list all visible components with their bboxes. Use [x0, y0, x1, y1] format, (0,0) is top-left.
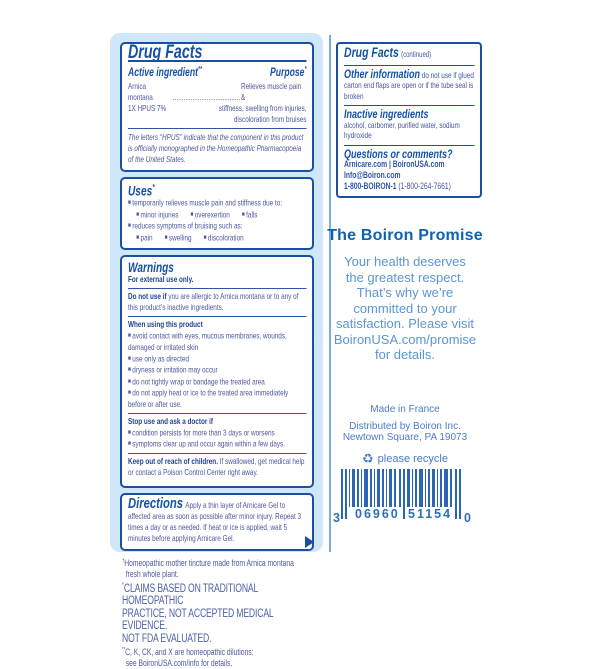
purpose-text-2: stiffness, swelling from injuries, — [218, 102, 307, 113]
upc-barcode — [333, 469, 473, 535]
warnings-box — [120, 255, 314, 488]
ingredient-strength: 1X HPUS 7% — [128, 102, 167, 113]
warning-bullet: ■ symptoms clear up and occur again within a few days. — [128, 438, 307, 450]
uses-bullet: ■ reduces symptoms of bruising such as: — [128, 220, 307, 232]
when-using-section — [128, 317, 307, 414]
phone-line: 1-800-BOIRON-1 (1-800-264-7661) — [344, 181, 451, 191]
boiron-promise-body — [326, 254, 484, 363]
footnote-claims-cont: NOT FDA EVALUATED. — [122, 632, 212, 645]
recycle-text: please recycle — [377, 452, 448, 465]
active-ingredient-box — [120, 42, 314, 172]
other-information-title: Other information — [344, 66, 421, 81]
stop-use-label: Stop use and ask a doctor if — [128, 415, 214, 426]
ingredient-purpose-header — [128, 64, 307, 79]
uses-box — [120, 177, 314, 251]
email-line: Info@Boiron.com — [344, 170, 401, 180]
recycle-icon: ♻ — [362, 450, 374, 466]
boiron-promise — [326, 227, 484, 363]
continued-header-section — [344, 44, 475, 66]
warning-bullet: ■ condition persists for more than 3 days or worsens — [128, 427, 307, 439]
keep-out-section — [128, 454, 307, 481]
recycle-row — [326, 450, 484, 466]
drug-facts-continued-box — [336, 42, 482, 198]
when-using-label: When using this product — [128, 319, 203, 330]
promise-line: BoironUSA.com/promise — [333, 331, 477, 347]
external-use-note: For external use only. — [128, 274, 194, 285]
uses-bullet: ■ temporarily relieves muscle pain and stiffness due to: — [128, 197, 307, 209]
active-ingredient-header: Active ingredient** — [128, 66, 203, 79]
questions-section — [344, 146, 475, 197]
promise-line: That’s why we’re — [356, 285, 454, 300]
inactive-ingredients-text: alcohol, carbomer, purified water, sodium hydroxide — [344, 119, 460, 140]
drug-facts-continued-title: Drug Facts — [344, 44, 399, 60]
uses-sub-bullets — [128, 209, 307, 221]
uses-sub-item: ■ pain — [136, 232, 152, 244]
uses-sub-item: ■ overexertion — [190, 209, 229, 221]
directions-title: Directions — [128, 494, 184, 512]
continued-label: (continued) — [401, 50, 432, 59]
footnote-claims: *CLAIMS BASED ON TRADITIONAL HOMEOPATHIC — [122, 581, 258, 608]
stop-use-section — [128, 414, 307, 454]
warnings-header-section — [128, 260, 307, 289]
promise-line: committed to your — [353, 300, 457, 316]
inactive-ingredients-title: Inactive ingredients — [344, 107, 429, 121]
do-not-use-text: you are allergic to Arnica montana or to any of this product’s inactive ingredients. — [128, 291, 299, 313]
uses-sub-item: ■ minor injuries — [136, 209, 178, 221]
warning-bullet: ■ do not apply heat or ice to the treated area immediately before or after use. — [128, 387, 307, 410]
promise-line: satisfaction. Please visit — [335, 316, 474, 331]
distributor-line-2: Newtown Square, PA 19073 — [342, 432, 468, 443]
barcode-digit-group: 51154 — [408, 507, 453, 521]
uses-sub-item: ■ swelling — [165, 232, 192, 244]
directions-box — [120, 493, 314, 551]
websites-line: Arnicare.com | BoironUSA.com — [344, 159, 445, 169]
drug-facts-panel — [110, 33, 323, 669]
footnotes — [120, 556, 314, 669]
footnote-dagger-cont: fresh whole plant. — [125, 568, 179, 579]
promise-line: the greatest respect. — [345, 269, 465, 285]
uses-sub-item: ■ falls — [242, 209, 258, 221]
promise-line: for details. — [375, 347, 435, 362]
purpose-text-3: discoloration from bruises — [233, 113, 307, 124]
directions-text: Apply a thin layer of Arnicare Gel to affected area as soon as possible after minor injury. Repeat 3 times a day or as needed. If heat or ice is applied, wait 5 minutes before applying Arnicare Gel. — [128, 499, 302, 543]
continue-arrow-icon — [305, 536, 314, 548]
other-information-text: do not use if glued carton end flaps are open or if the tube seal is broken — [344, 69, 474, 101]
barcode-digit-group: 0 — [464, 511, 471, 525]
barcode-digit-group: 06960 — [355, 507, 400, 521]
purpose-text-1: Relieves muscle pain & — [240, 80, 302, 102]
barcode-digit-group: 3 — [333, 511, 340, 525]
boiron-promise-title: The Boiron Promise — [327, 227, 483, 244]
hpus-note: The letters “HPUS” indicate that the component in this product is officially monographed in the Homeopathic Pharmacopoeia of the United States. — [128, 128, 307, 165]
footnote-dilutions-cont: see BoironUSA.com/info for details. — [125, 658, 233, 669]
warning-bullet: ■ dryness or irritation may occur — [128, 364, 307, 376]
warning-bullet: ■ do not tightly wrap or bandage the treated area — [128, 376, 307, 388]
uses-sub-item: ■ discoloration — [204, 232, 244, 244]
footnote-claims-cont: PRACTICE, NOT ACCEPTED MEDICAL EVIDENCE. — [122, 607, 274, 633]
footnote-dilutions: **C, K, CK, and X are homeopathic dilutions: — [122, 647, 254, 658]
purpose-header: Purpose* — [269, 66, 307, 79]
do-not-use-label: Do not use if — [128, 291, 167, 302]
promise-line: Your health deserves — [344, 254, 466, 269]
leader-dots: ...................................... — [172, 91, 241, 102]
uses-sub-bullets — [128, 232, 307, 244]
warnings-title: Warnings — [128, 260, 174, 276]
made-in-france: Made in France — [370, 404, 440, 415]
keep-out-label: Keep out of reach of children. — [128, 455, 218, 466]
origin-block — [326, 404, 484, 465]
drug-facts-title: Drug Facts — [128, 47, 307, 62]
uses-title: Uses* — [128, 182, 155, 199]
footnote-dagger: †Homeopathic mother tincture made from Arnica montana — [122, 557, 294, 568]
distributor-line-1: Distributed by Boiron Inc. — [349, 420, 461, 432]
inactive-ingredients-section — [344, 106, 475, 146]
keep-out-text: If swallowed, get medical help or contact a Poison Control Center right away. — [128, 455, 305, 477]
ingredient-name: Arnica montana — [128, 80, 153, 102]
ingredient-row — [128, 103, 307, 114]
questions-title: Questions or comments? — [344, 146, 453, 161]
ingredient-row — [128, 81, 307, 103]
warning-bullet: ■ avoid contact with eyes, mucous membranes, wounds, damaged or irritated skin — [128, 330, 307, 353]
do-not-use-section — [128, 289, 307, 317]
other-information-section — [344, 66, 475, 107]
warning-bullet: ■ use only as directed — [128, 353, 307, 365]
